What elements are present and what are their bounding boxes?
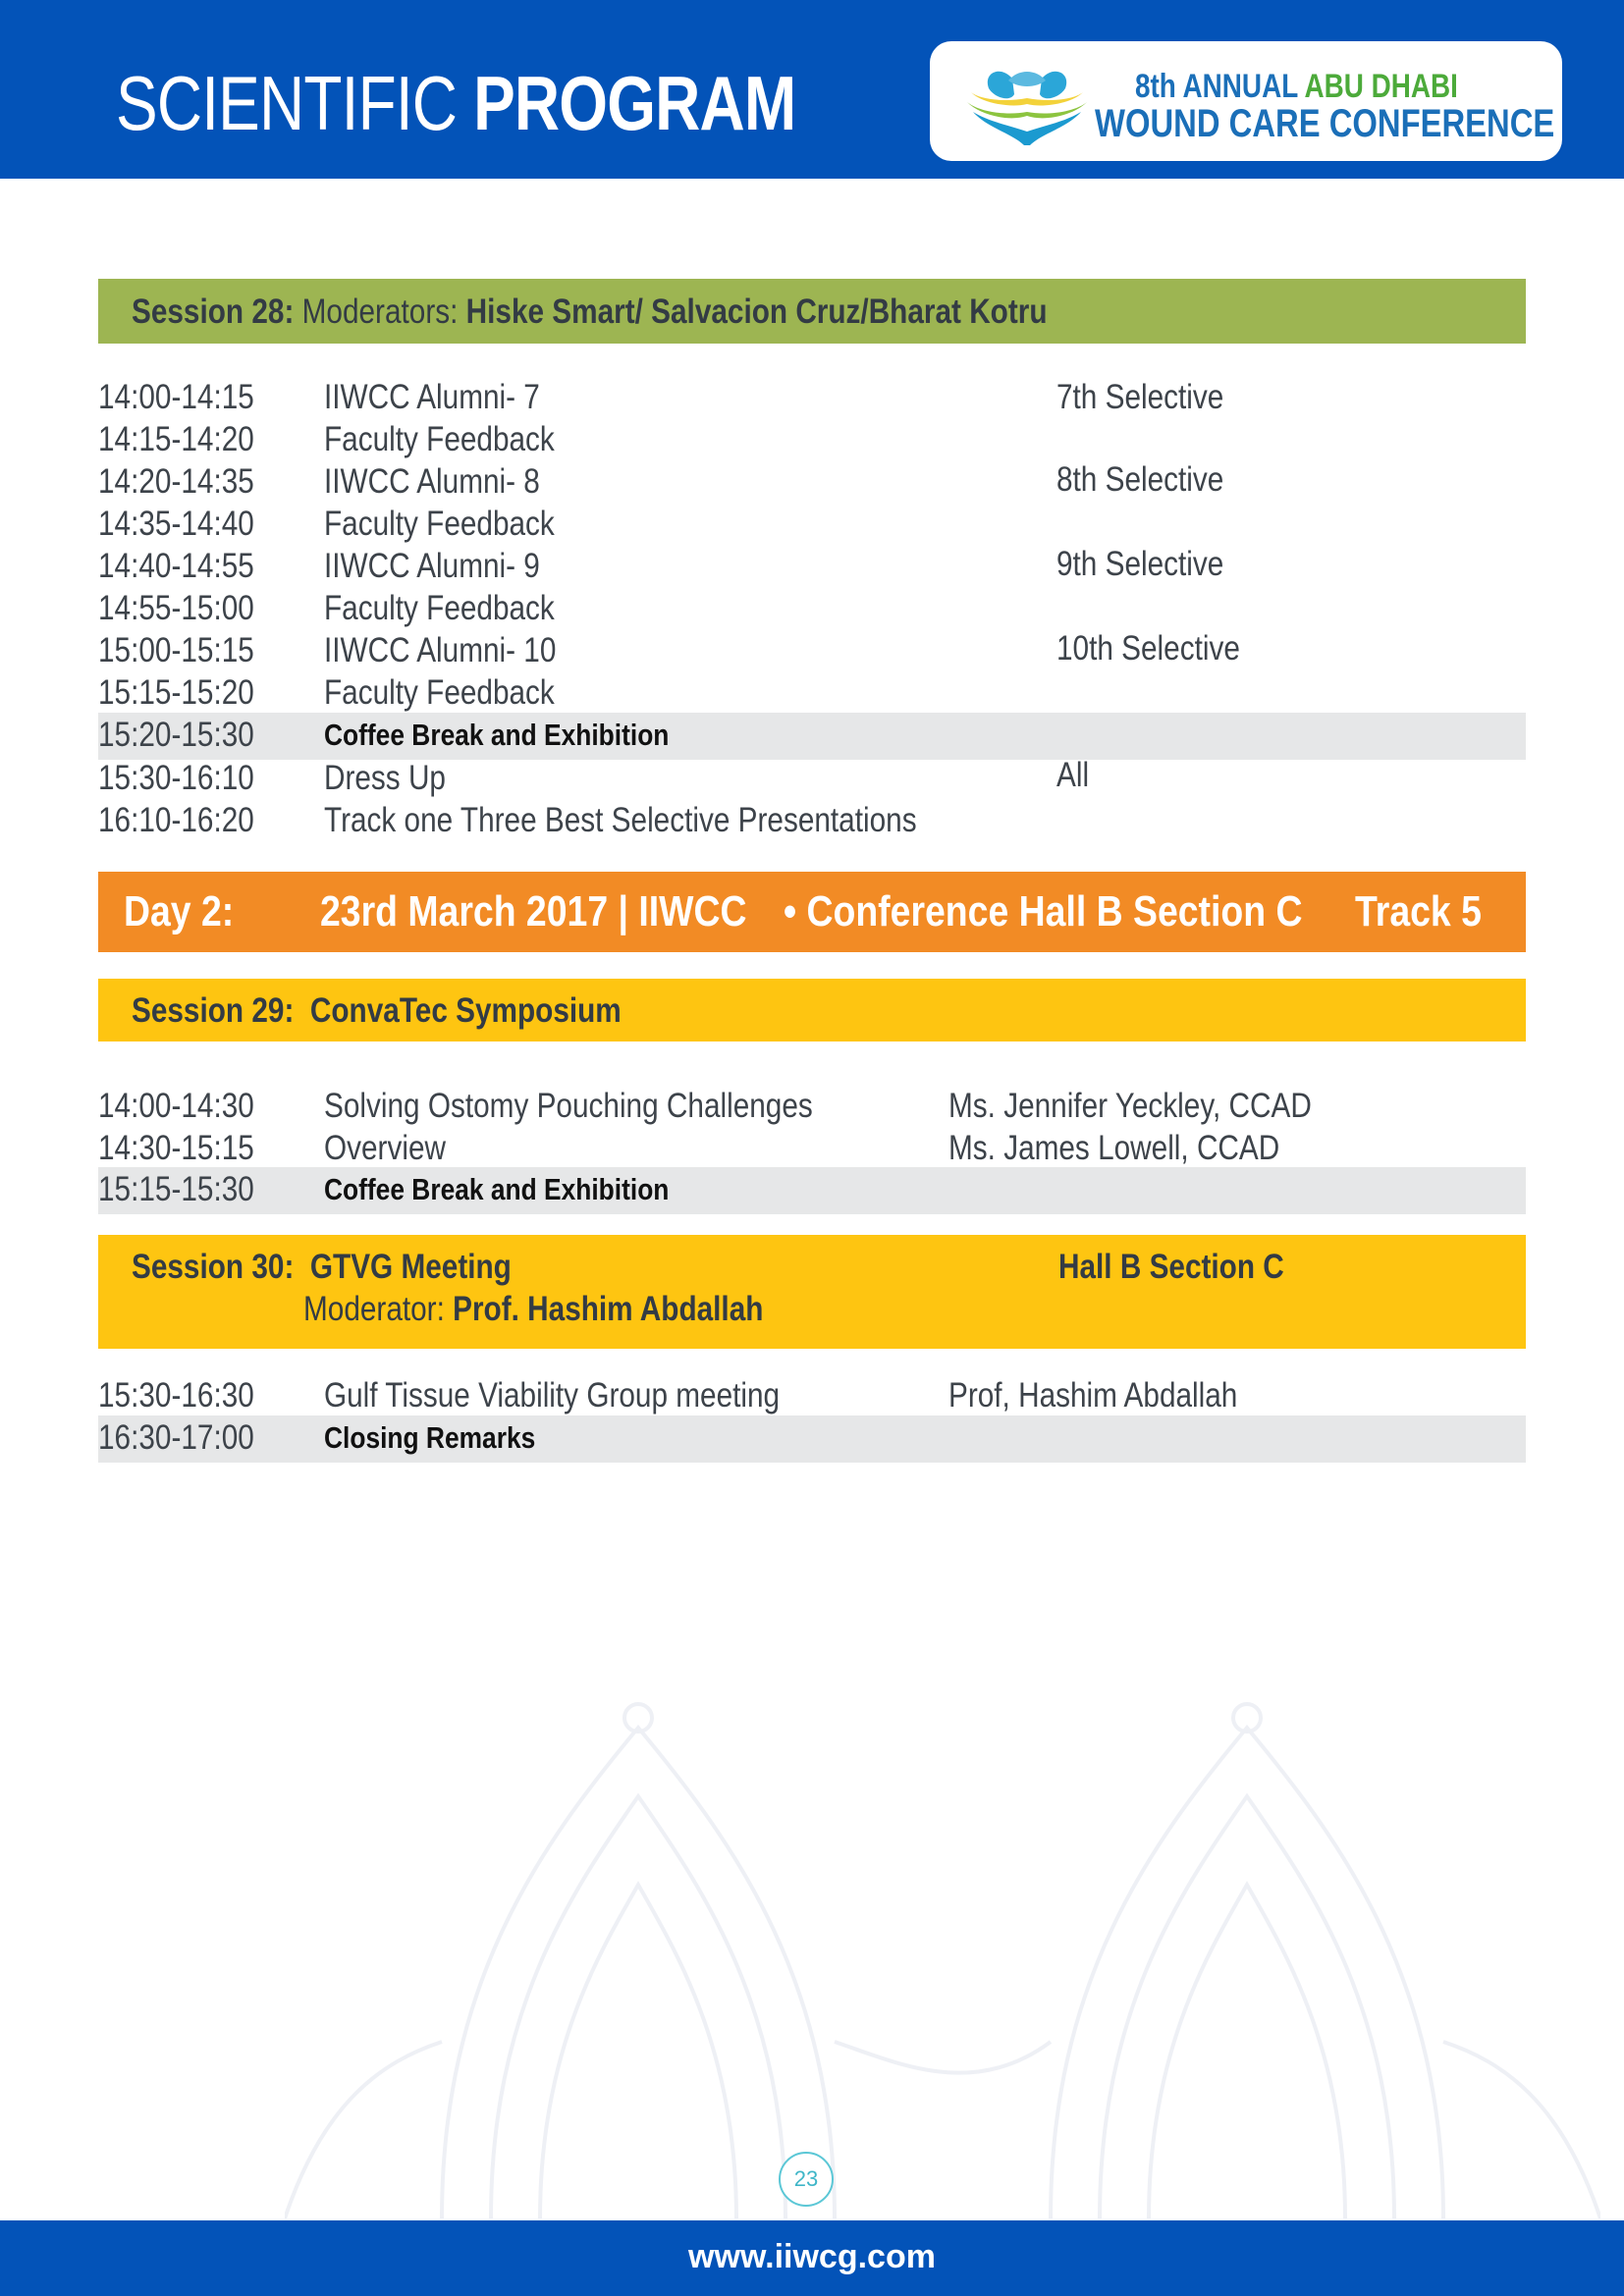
table-row: 14:20-14:35 IIWCC Alumni- 8 8th Selective bbox=[98, 460, 1224, 501]
website-link[interactable]: www.iiwcg.com bbox=[688, 2238, 936, 2275]
table-row: 15:15-15:20 Faculty Feedback bbox=[98, 673, 555, 712]
session-29-label: Session 29: bbox=[132, 991, 295, 1030]
page-title bbox=[116, 59, 795, 147]
table-row: 15:00-15:15 IIWCC Alumni- 10 10th Selective bbox=[98, 629, 1240, 669]
session-28-header bbox=[98, 279, 1526, 344]
table-row: 14:40-14:55 IIWCC Alumni- 9 9th Selective bbox=[98, 545, 1224, 585]
hands-logo-icon bbox=[963, 59, 1091, 147]
session-28-moderators-label: Moderators: bbox=[301, 293, 459, 331]
table-row: 16:10-16:20 Track one Three Best Selective Presentations bbox=[98, 801, 917, 839]
day-date: 23rd March 2017 | IIWCC bbox=[320, 887, 747, 935]
page-number: 23 bbox=[779, 2152, 834, 2207]
session-30-label: Session 30: bbox=[132, 1248, 295, 1286]
table-row: 15:30-16:10 Dress Up All bbox=[98, 756, 1090, 797]
conference-logo bbox=[930, 41, 1562, 161]
table-row: 15:30-16:30 Gulf Tissue Viability Group meeting Prof, Hashim Abdallah bbox=[98, 1376, 1238, 1415]
logo-abu-dhabi: ABU DHABI bbox=[1304, 68, 1458, 105]
logo-conference-name: WOUND CARE CONFERENCE bbox=[1095, 102, 1555, 145]
session-28-label: Session 28: bbox=[132, 293, 295, 331]
page-header bbox=[0, 0, 1624, 179]
session-30-hall: Hall B Section C bbox=[1058, 1248, 1284, 1286]
table-row-break: 15:20-15:30 Coffee Break and Exhibition bbox=[98, 713, 1526, 760]
page-footer bbox=[0, 2220, 1624, 2296]
logo-text bbox=[1095, 69, 1554, 143]
session-28-moderators: Hiske Smart/ Salvacion Cruz/Bharat Kotru bbox=[465, 293, 1048, 331]
day-track: Track 5 bbox=[1355, 887, 1482, 935]
table-row: 14:00-14:15 IIWCC Alumni- 7 7th Selective bbox=[98, 378, 1224, 416]
table-row: 14:30-15:15 Overview Ms. James Lowell, CCAD bbox=[98, 1129, 1280, 1167]
table-row: 14:55-15:00 Faculty Feedback bbox=[98, 589, 555, 627]
table-row: 14:00-14:30 Solving Ostomy Pouching Challenges Ms. Jennifer Yeckley, CCAD bbox=[98, 1087, 1312, 1125]
day-location: • Conference Hall B Section C bbox=[784, 887, 1303, 935]
day-label: Day 2: bbox=[124, 887, 235, 935]
session-30-moderator-label: Moderator: bbox=[303, 1290, 445, 1328]
session-29-header bbox=[98, 979, 1526, 1041]
session-30-header bbox=[98, 1235, 1526, 1349]
day-header bbox=[98, 872, 1526, 952]
session-30-moderator: Prof. Hashim Abdallah bbox=[453, 1290, 764, 1328]
table-row: 14:35-14:40 Faculty Feedback bbox=[98, 505, 555, 543]
logo-annual: 8th ANNUAL bbox=[1135, 68, 1298, 105]
session-29-title: ConvaTec Symposium bbox=[309, 991, 622, 1030]
table-row: 14:15-14:20 Faculty Feedback bbox=[98, 420, 555, 458]
page-title-light: SCIENTIFIC bbox=[116, 60, 458, 146]
table-row-break: 15:15-15:30 Coffee Break and Exhibition bbox=[98, 1167, 1526, 1214]
session-30-title: GTVG Meeting bbox=[309, 1248, 512, 1286]
page-title-bold: PROGRAM bbox=[473, 60, 796, 146]
table-row-closing: 16:30-17:00 Closing Remarks bbox=[98, 1415, 1526, 1463]
mandala-watermark-icon bbox=[285, 1688, 1600, 2218]
